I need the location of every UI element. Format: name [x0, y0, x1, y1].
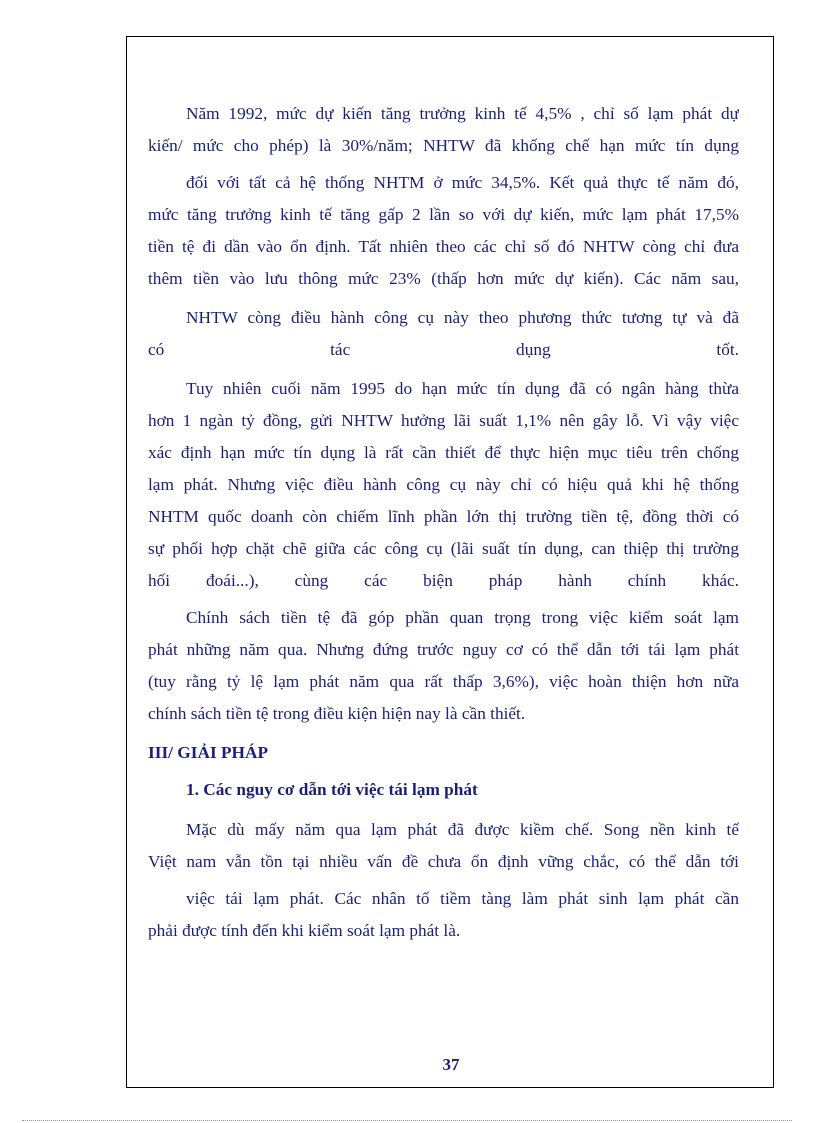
paragraph-1-line-6: thêm tiền vào lưu thông mức 23% (thấp hơn mức dự kiến). Các năm sau,: [148, 269, 739, 288]
paragraph-3-line-3: xác định hạn mức tín dụng là rất cần thiết để thực hiện mục tiêu trên chống: [148, 443, 739, 462]
paragraph-5-line-4: phải được tính đến khi kiểm soát lạm phát là.: [148, 921, 461, 940]
paragraph-4-line-1: Chính sách tiền tệ đã góp phần quan trọng trong việc kiểm soát lạm: [186, 608, 739, 627]
subsection-heading: 1. Các nguy cơ dẫn tới việc tái lạm phát: [186, 780, 478, 799]
paragraph-3-line-1: Tuy nhiên cuối năm 1995 do hạn mức tín dụng đã có ngân hàng thừa: [186, 379, 739, 398]
paragraph-2-line-2: có tác dụng tốt.: [148, 340, 739, 359]
paragraph-4-line-2: phát những năm qua. Nhưng đứng trước nguy cơ có thể dẫn tới tái lạm phát: [148, 640, 739, 659]
paragraph-3-line-6: sự phối hợp chặt chẽ giữa các công cụ (lãi suất tín dụng, can thiệp thị trường: [148, 539, 739, 558]
paragraph-2-line-1: NHTW còng điều hành công cụ này theo phương thức tương tự và đã: [186, 308, 739, 327]
paragraph-1-line-2: kiến/ mức cho phép) là 30%/năm; NHTW đã khống chế hạn mức tín dụng: [148, 136, 739, 155]
paragraph-3-line-2: hơn 1 ngàn tỷ đồng, gửi NHTW hưởng lãi suất 1,1% nên gây lỗ. Vì vậy việc: [148, 411, 739, 430]
paragraph-4-line-4: chính sách tiền tệ trong điều kiện hiện nay là cần thiết.: [148, 704, 526, 723]
paragraph-3-line-7: hối đoái...), cùng các biện pháp hành chính khác.: [148, 571, 739, 590]
paragraph-5-line-2: Việt nam vẫn tồn tại nhiều vấn đề chưa ổn định vững chắc, có thể dẫn tới: [148, 852, 739, 871]
paragraph-4-line-3: (tuy rằng tỷ lệ lạm phát năm qua rất thấp 3,6%), việc hoàn thiện hơn nữa: [148, 672, 739, 691]
paragraph-1-line-5: tiền tệ đi dần vào ổn định. Tất nhiên theo các chỉ số đó NHTW còng chỉ đưa: [148, 237, 739, 256]
paragraph-1-line-3: đối với tất cả hệ thống NHTM ở mức 34,5%. Kết quả thực tế năm đó,: [186, 173, 739, 192]
paragraph-3-line-5: NHTM quốc doanh còn chiếm lĩnh phần lớn thị trường tiền tệ, đồng thời có: [148, 507, 739, 526]
section-heading: III/ GIẢI PHÁP: [148, 743, 269, 762]
footer-divider: [22, 1120, 792, 1121]
page-number: 37: [442, 1055, 460, 1074]
paragraph-1-line-4: mức tăng trưởng kinh tế tăng gấp 2 lần so với dự kiến, mức lạm phát 17,5%: [148, 205, 739, 224]
paragraph-5-line-1: Mặc dù mấy năm qua lạm phát đã được kiềm chế. Song nền kinh tế: [186, 820, 739, 839]
paragraph-5-line-3: việc tái lạm phát. Các nhân tố tiềm tàng làm phát sinh lạm phát cần: [186, 889, 739, 908]
paragraph-1-line-1: Năm 1992, mức dự kiến tăng trưởng kinh tế 4,5% , chỉ số lạm phát dự: [186, 104, 739, 123]
paragraph-3-line-4: lạm phát. Nhưng việc điều hành công cụ này chỉ có hiệu quả khi hệ thống: [148, 475, 739, 494]
